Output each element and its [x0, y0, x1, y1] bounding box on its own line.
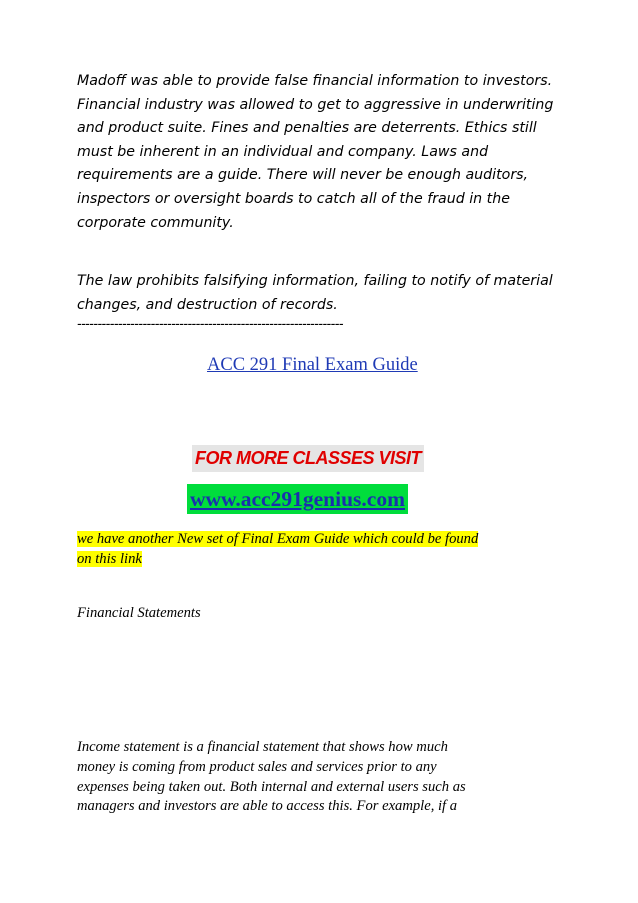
- paragraph-line: requirements are a guide. There will never be enough auditors,: [77, 167, 529, 184]
- paragraph-line: money is coming from product sales and services prior to any: [77, 758, 437, 775]
- paragraph-line: corporate community.: [77, 214, 234, 231]
- income-statement-paragraph: [77, 738, 466, 817]
- law-paragraph: [77, 270, 577, 317]
- dashed-separator: -----------------------------------------------------------------: [77, 317, 343, 332]
- madoff-paragraph: [77, 70, 577, 235]
- website-link[interactable]: www.acc291genius.com: [187, 484, 408, 514]
- paragraph-line: expenses being taken out. Both internal and external users such as: [77, 778, 466, 795]
- paragraph-line: managers and investors are able to access this. For example, if a: [77, 798, 458, 815]
- highlighted-note[interactable]: [77, 530, 478, 569]
- paragraph-line: The law prohibits falsifying information, failing to notify of material: [77, 273, 553, 289]
- paragraph-line: and product suite. Fines and penalties are deterrents. Ethics still: [77, 120, 537, 137]
- paragraph-line: Income statement is a financial statement that shows how much: [77, 739, 448, 755]
- paragraph-line: must be inherent in an individual and company. Laws and: [77, 143, 489, 160]
- visit-heading: FOR MORE CLASSES VISIT: [192, 445, 424, 472]
- paragraph-line: changes, and destruction of records.: [77, 296, 338, 313]
- final-exam-guide-link[interactable]: ACC 291 Final Exam Guide: [207, 355, 418, 375]
- note-line[interactable]: on this link: [77, 550, 142, 567]
- paragraph-line: Madoff was able to provide false financial information to investors.: [77, 73, 553, 89]
- paragraph-line: Financial industry was allowed to get to aggressive in underwriting: [77, 96, 554, 113]
- note-line[interactable]: we have another New set of Final Exam Guide which could be found: [77, 531, 479, 547]
- section-title: Financial Statements: [77, 605, 201, 621]
- paragraph-line: inspectors or oversight boards to catch all of the fraud in the: [77, 190, 510, 207]
